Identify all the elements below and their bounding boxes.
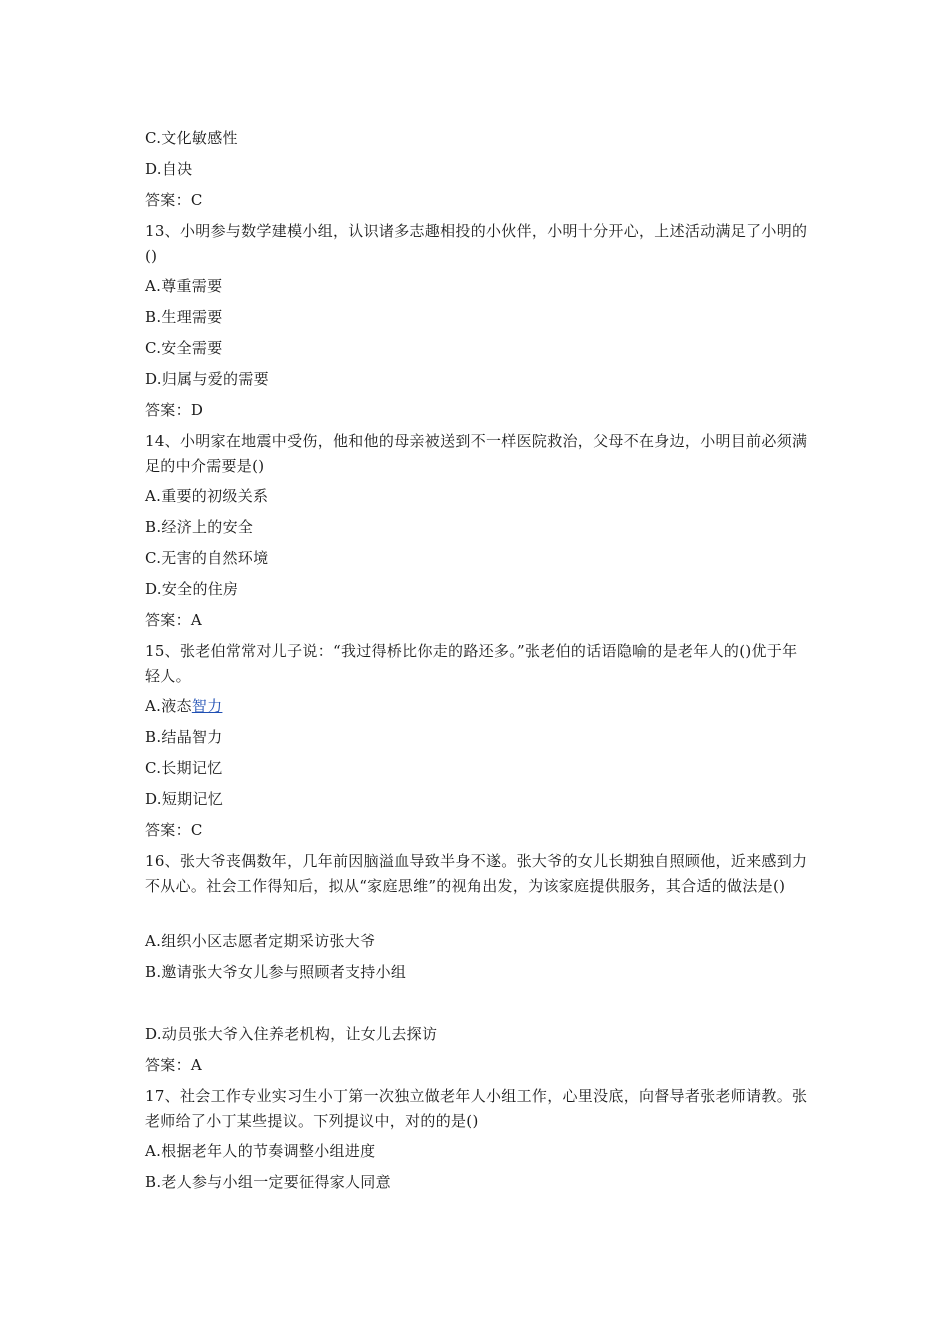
q13-option-c: C.安全需要 xyxy=(145,339,223,357)
q17-option-a: A.根据老年人的节奏调整小组进度 xyxy=(145,1142,376,1160)
q12-option-c: C.文化敏感性 xyxy=(145,129,238,147)
q12-option-d: D.自决 xyxy=(145,160,193,178)
q16-stem: 16、张大爷丧偶数年，几年前因脑溢血导致半身不遂。张大爷的女儿长期独自照顾他，近来感到力不从心。社会工作得知后，拟从“家庭思维”的视角出发，为该家庭提供服务，其合适的做法是() xyxy=(145,852,808,895)
q15-option-c: C.长期记忆 xyxy=(145,759,223,777)
q12-answer: 答案：C xyxy=(145,191,203,209)
q17-option-b: B.老人参与小组一定要征得家人同意 xyxy=(145,1173,391,1191)
q16-option-d: D.动员张大爷入住养老机构，让女儿去探访 xyxy=(145,1025,438,1043)
q13-option-b: B.生理需要 xyxy=(145,308,223,326)
q16-answer: 答案：A xyxy=(145,1056,203,1074)
q15-option-a xyxy=(145,694,810,718)
q15-option-a-prefix: A.液态 xyxy=(145,697,192,715)
q15-option-b: B.结晶智力 xyxy=(145,728,223,746)
q16-option-a: A.组织小区志愿者定期采访张大爷 xyxy=(145,932,376,950)
q14-option-a: A.重要的初级关系 xyxy=(145,487,269,505)
intelligence-link[interactable]: 智力 xyxy=(191,697,223,715)
q17-stem: 17、社会工作专业实习生小丁第一次独立做老年人小组工作，心里没底，向督导者张老师请教。张老师给了小丁某些提议。下列提议中，对的的是() xyxy=(145,1087,808,1130)
q16-option-b: B.邀请张大爷女儿参与照顾者支持小组 xyxy=(145,963,407,981)
q13-option-d: D.归属与爱的需要 xyxy=(145,370,269,388)
q14-option-b: B.经济上的安全 xyxy=(145,518,254,536)
q14-answer: 答案：A xyxy=(145,611,203,629)
q13-answer: 答案：D xyxy=(145,401,204,419)
q14-option-d: D.安全的住房 xyxy=(145,580,239,598)
q15-answer: 答案：C xyxy=(145,821,203,839)
q13-stem: 13、小明参与数学建模小组，认识诸多志趣相投的小伙伴，小明十分开心，上述活动满足了小明的() xyxy=(145,222,808,265)
q13-option-a: A.尊重需要 xyxy=(145,277,223,295)
q15-stem: 15、张老伯常常对儿子说：“我过得桥比你走的路还多。”张老伯的话语隐喻的是老年人的()优于年轻人。 xyxy=(145,642,798,685)
q15-option-d: D.短期记忆 xyxy=(145,790,224,808)
q14-option-c: C.无害的自然环境 xyxy=(145,549,269,567)
q14-stem: 14、小明家在地震中受伤，他和他的母亲被送到不一样医院救治，父母不在身边，小明目前必须满足的中介需要是() xyxy=(145,432,808,475)
